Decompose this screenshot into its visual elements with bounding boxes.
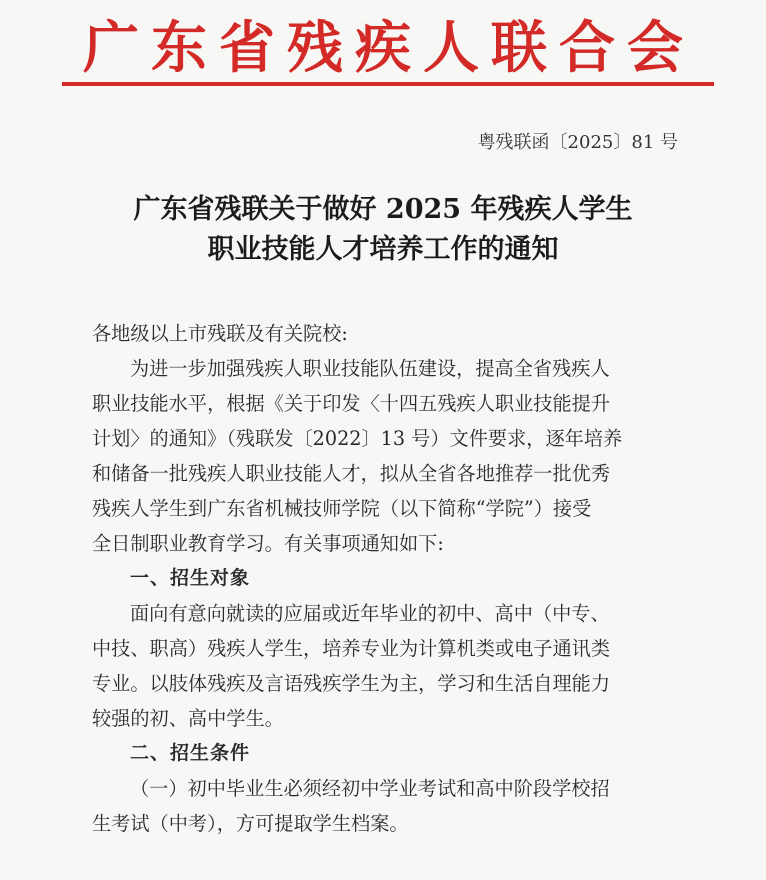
text-line: 专业。以肢体残疾及言语残疾学生为主，学习和生活自理能力 bbox=[92, 672, 611, 695]
masthead-red-rule bbox=[62, 82, 714, 86]
text-line: 职业技能水平，根据《关于印发〈十四五残疾人职业技能提升 bbox=[92, 392, 611, 415]
section-heading-2: 二、招生条件 bbox=[130, 742, 251, 764]
masthead-org-name: 广东省残疾人联合会 bbox=[83, 15, 695, 81]
document-number: 粤残联函〔2025〕81 号 bbox=[477, 132, 678, 153]
title-line-2: 职业技能人才培养工作的通知 bbox=[207, 234, 559, 265]
text-line: 生考试（中考），方可提取学生档案。 bbox=[92, 812, 409, 835]
text-line: 全日制职业教育学习。有关事项通知如下: bbox=[92, 532, 444, 555]
text-line: 面向有意向就读的应届或近年毕业的初中、高中（中专、 bbox=[130, 602, 610, 625]
text-line: 为进一步加强残疾人职业技能队伍建设，提高全省残疾人 bbox=[130, 357, 610, 380]
document-body bbox=[92, 316, 692, 841]
text-line: 中技、职高）残疾人学生，培养专业为计算机类或电子通讯类 bbox=[92, 637, 611, 660]
text-line: 和储备一批残疾人职业技能人才，拟从全省各地推荐一批优秀 bbox=[92, 462, 611, 485]
text-line: 较强的初、高中学生。 bbox=[92, 707, 284, 730]
paragraph-section-1 bbox=[92, 596, 692, 736]
paragraph-intro bbox=[92, 351, 692, 561]
document-title bbox=[0, 190, 766, 270]
text-line: 残疾人学生到广东省机械技师学院（以下简称“学院”）接受 bbox=[92, 497, 592, 520]
salutation: 各地级以上市残联及有关院校: bbox=[92, 322, 348, 345]
paragraph-section-2 bbox=[92, 771, 692, 841]
title-line-1: 广东省残联关于做好 2025 年残疾人学生 bbox=[133, 194, 633, 225]
text-line: （一）初中毕业生必须经初中学业考试和高中阶段学校招 bbox=[130, 777, 610, 800]
section-heading-1: 一、招生对象 bbox=[130, 567, 251, 589]
text-line: 计划〉的通知》（残联发〔2022〕13 号）文件要求，逐年培养 bbox=[92, 427, 623, 450]
